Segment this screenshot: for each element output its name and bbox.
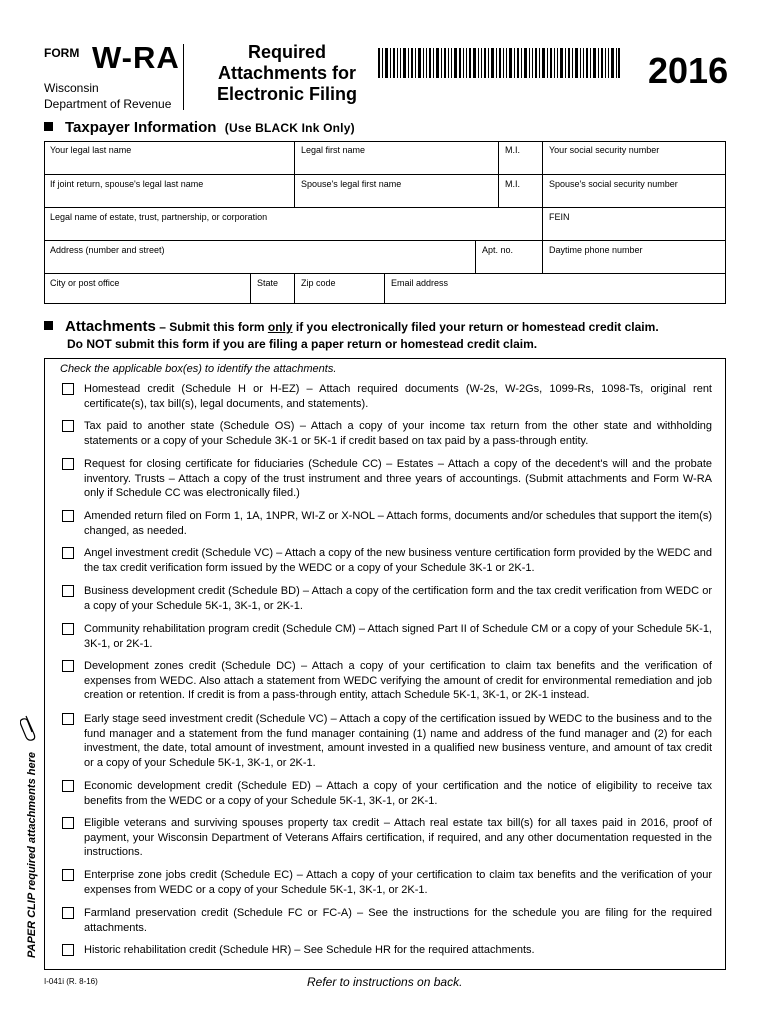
spouse-mi-label: M.I.: [505, 179, 520, 189]
item-text: Early stage seed investment credit (Schedule VC) – Attach a copy of the certification issued by WEDC to the business and to the fund manager and a statement from the fund manager containing (1) name and address of the fund manager and (2) for each investment, the date, total amount of investment, amount invested in a qualified new business venture, and amount of tax credit or a copy of your Schedule 5K-1, 3K-1, or 2K-1.: [84, 713, 712, 769]
address-label: Address (number and street): [50, 245, 165, 255]
checkbox-development-zones[interactable]: [62, 660, 74, 672]
item-text: Eligible veterans and surviving spouses property tax credit – Attach real estate tax bill(s) for all taxes paid in 2016, proof of payment, your Wisconsin Department of Veterans Affairs certification, if required, and any other documentation requested in the instructions.: [84, 817, 712, 859]
title-line-1: Required: [247, 42, 326, 62]
attachments-line1-b: if you electronically filed your return or homestead credit claim.: [292, 320, 659, 334]
phone-label: Daytime phone number: [549, 245, 643, 255]
state-name: Wisconsin: [44, 81, 99, 95]
checkbox-schedule-os[interactable]: [62, 420, 74, 432]
header-divider: [183, 44, 184, 110]
mi-label: M.I.: [505, 145, 520, 155]
spouse-ssn-field[interactable]: [542, 174, 726, 207]
item-text: Request for closing certificate for fiduciaries (Schedule CC) – Estates – Attach a copy of the decedent's will and the probate inventory. Trusts – Attach a copy of the trust instrument and three years of accountings. (Submit attachments and Form W-RA only if Schedule CC was electronically filed.): [84, 458, 712, 500]
first-name-field[interactable]: [294, 141, 498, 174]
ink-note: (Use BLACK Ink Only): [224, 121, 355, 135]
item-text: Tax paid to another state (Schedule OS) – Attach a copy of your income tax return from the other state and withholding statements or a copy of your Schedule 3K-1 or 5K-1 if credit based on tax paid by a pass-through entity.: [84, 420, 712, 447]
square-bullet-icon: [44, 122, 53, 131]
item-text: Angel investment credit (Schedule VC) – Attach a copy of the new business venture certification form provided by the WEDC and the tax credit verification form issued by the WEDC or a copy of your Schedule 3K-1 or 2K-1.: [84, 547, 712, 574]
item-text: Farmland preservation credit (Schedule FC or FC-A) – See the instructions for the schedule you are filing for the required attachments.: [84, 907, 712, 934]
item-text: Community rehabilitation program credit (Schedule CM) – Attach signed Part II of Schedule CM or a copy of your Schedule 5K-1, 3K-1, or 2K-1.: [84, 623, 712, 650]
paper-clip-icon: [20, 712, 40, 742]
attachments-title: Attachments: [65, 318, 156, 335]
state-label: State: [257, 278, 279, 288]
form-code: W-RA: [92, 40, 180, 75]
agency-name: Department of Revenue: [44, 97, 172, 111]
attachments-heading: [44, 318, 734, 353]
state-field[interactable]: [250, 273, 294, 304]
barcode: [378, 48, 620, 78]
item-text: Homestead credit (Schedule H or H-EZ) – Attach required documents (W-2s, W-2Gs, 1099-Rs, 1098-Ts, original rent certificate(s), tax bill(s), legal documents, and statements).: [84, 383, 712, 410]
item-text: Historic rehabilitation credit (Schedule HR) – See Schedule HR for the required attachments.: [84, 944, 535, 956]
paper-clip-note: PAPER CLIP required attachments here: [26, 752, 38, 958]
agency-block: [44, 80, 171, 112]
tax-year: 2016: [648, 50, 729, 91]
zip-field[interactable]: [294, 273, 384, 304]
spouse-last-name-field[interactable]: [44, 174, 294, 207]
last-name-label: Your legal last name: [50, 145, 132, 155]
address-field[interactable]: [44, 240, 475, 273]
item-text: Economic development credit (Schedule ED) – Attach a copy of your certification and the notice of eligibility to receive tax benefits from the WEDC or a copy of your Schedule 5K-1, 3K-1, or 2K-1.: [84, 780, 712, 807]
checkbox-early-stage-seed[interactable]: [62, 713, 74, 725]
ssn-field[interactable]: [542, 141, 726, 174]
checkbox-economic-development[interactable]: [62, 780, 74, 792]
checkbox-community-rehabilitation[interactable]: [62, 623, 74, 635]
item-text: Amended return filed on Form 1, 1A, 1NPR, WI-Z or X-NOL – Attach forms, documents and/or schedules that support the item(s) changed, as needed.: [84, 510, 712, 537]
checkbox-business-development[interactable]: [62, 585, 74, 597]
city-field[interactable]: [44, 273, 250, 304]
spouse-last-name-label: If joint return, spouse's legal last name: [50, 179, 204, 189]
taxpayer-info-grid: [44, 141, 726, 304]
phone-field[interactable]: [542, 240, 726, 273]
form-revision-code: I-041i (R. 8-16): [44, 977, 98, 986]
spouse-first-name-label: Spouse's legal first name: [301, 179, 402, 189]
fein-label: FEIN: [549, 212, 570, 222]
zip-label: Zip code: [301, 278, 336, 288]
apt-label: Apt. no.: [482, 245, 514, 255]
mi-field[interactable]: [498, 141, 542, 174]
entity-name-label: Legal name of estate, trust, partnership, or corporation: [50, 212, 268, 222]
attachments-instruction: Check the applicable box(es) to identify the attachments.: [60, 363, 337, 375]
item-text: Development zones credit (Schedule DC) – Attach a copy of your certification to claim tax benefits and the verification of expenses from WEDC. Also attach a statement from WEDC verifying the amount of credit for environmental remediation and job creation or retention. If credit is from a pass-through entity, attach Schedule 5K-1, 3K-1, or 2K-1 instead.: [84, 660, 712, 702]
apt-field[interactable]: [475, 240, 542, 273]
email-field[interactable]: [384, 273, 726, 304]
checkbox-amended-return[interactable]: [62, 510, 74, 522]
title-line-3: Electronic Filing: [216, 84, 358, 104]
checkbox-historic-rehabilitation[interactable]: [62, 944, 74, 956]
fein-field[interactable]: [542, 207, 726, 240]
attachments-line2: Do NOT submit this form if you are filing a paper return or homestead credit claim.: [67, 337, 538, 351]
item-text: Business development credit (Schedule BD) – Attach a copy of the certification form and the tax credit verification from WEDC or a copy of your Schedule 5K-1, 3K-1, or 2K-1.: [84, 585, 712, 612]
title-line-2: Attachments for: [217, 63, 356, 83]
ssn-label: Your social security number: [549, 145, 660, 155]
taxpayer-heading: Taxpayer Information: [65, 119, 217, 136]
checkbox-veterans-property-tax[interactable]: [62, 817, 74, 829]
email-label: Email address: [391, 278, 449, 288]
form-title: [202, 42, 372, 105]
spouse-mi-field[interactable]: [498, 174, 542, 207]
attachments-only: only: [267, 320, 293, 334]
entity-name-field[interactable]: [44, 207, 542, 240]
spouse-ssn-label: Spouse's social security number: [549, 179, 678, 189]
checkbox-angel-investment[interactable]: [62, 547, 74, 559]
form-label: FORM: [44, 46, 80, 60]
spouse-first-name-field[interactable]: [294, 174, 498, 207]
city-label: City or post office: [50, 278, 120, 288]
checkbox-schedule-cc[interactable]: [62, 458, 74, 470]
taxpayer-section-heading: [44, 119, 355, 136]
instructions-reference: Refer to instructions on back.: [307, 975, 463, 989]
attachments-line1-a: – Submit this form: [155, 320, 268, 334]
first-name-label: Legal first name: [301, 145, 366, 155]
item-text: Enterprise zone jobs credit (Schedule EC) – Attach a copy of your certification to claim tax benefits and the verification of your expenses from WEDC or a copy of your Schedule 5K-1, 3K-1, or 2K-1.: [84, 869, 712, 896]
square-bullet-icon: [44, 321, 53, 330]
last-name-field[interactable]: [44, 141, 294, 174]
checkbox-farmland-preservation[interactable]: [62, 907, 74, 919]
checkbox-homestead[interactable]: [62, 383, 74, 395]
checkbox-enterprise-zone[interactable]: [62, 869, 74, 881]
